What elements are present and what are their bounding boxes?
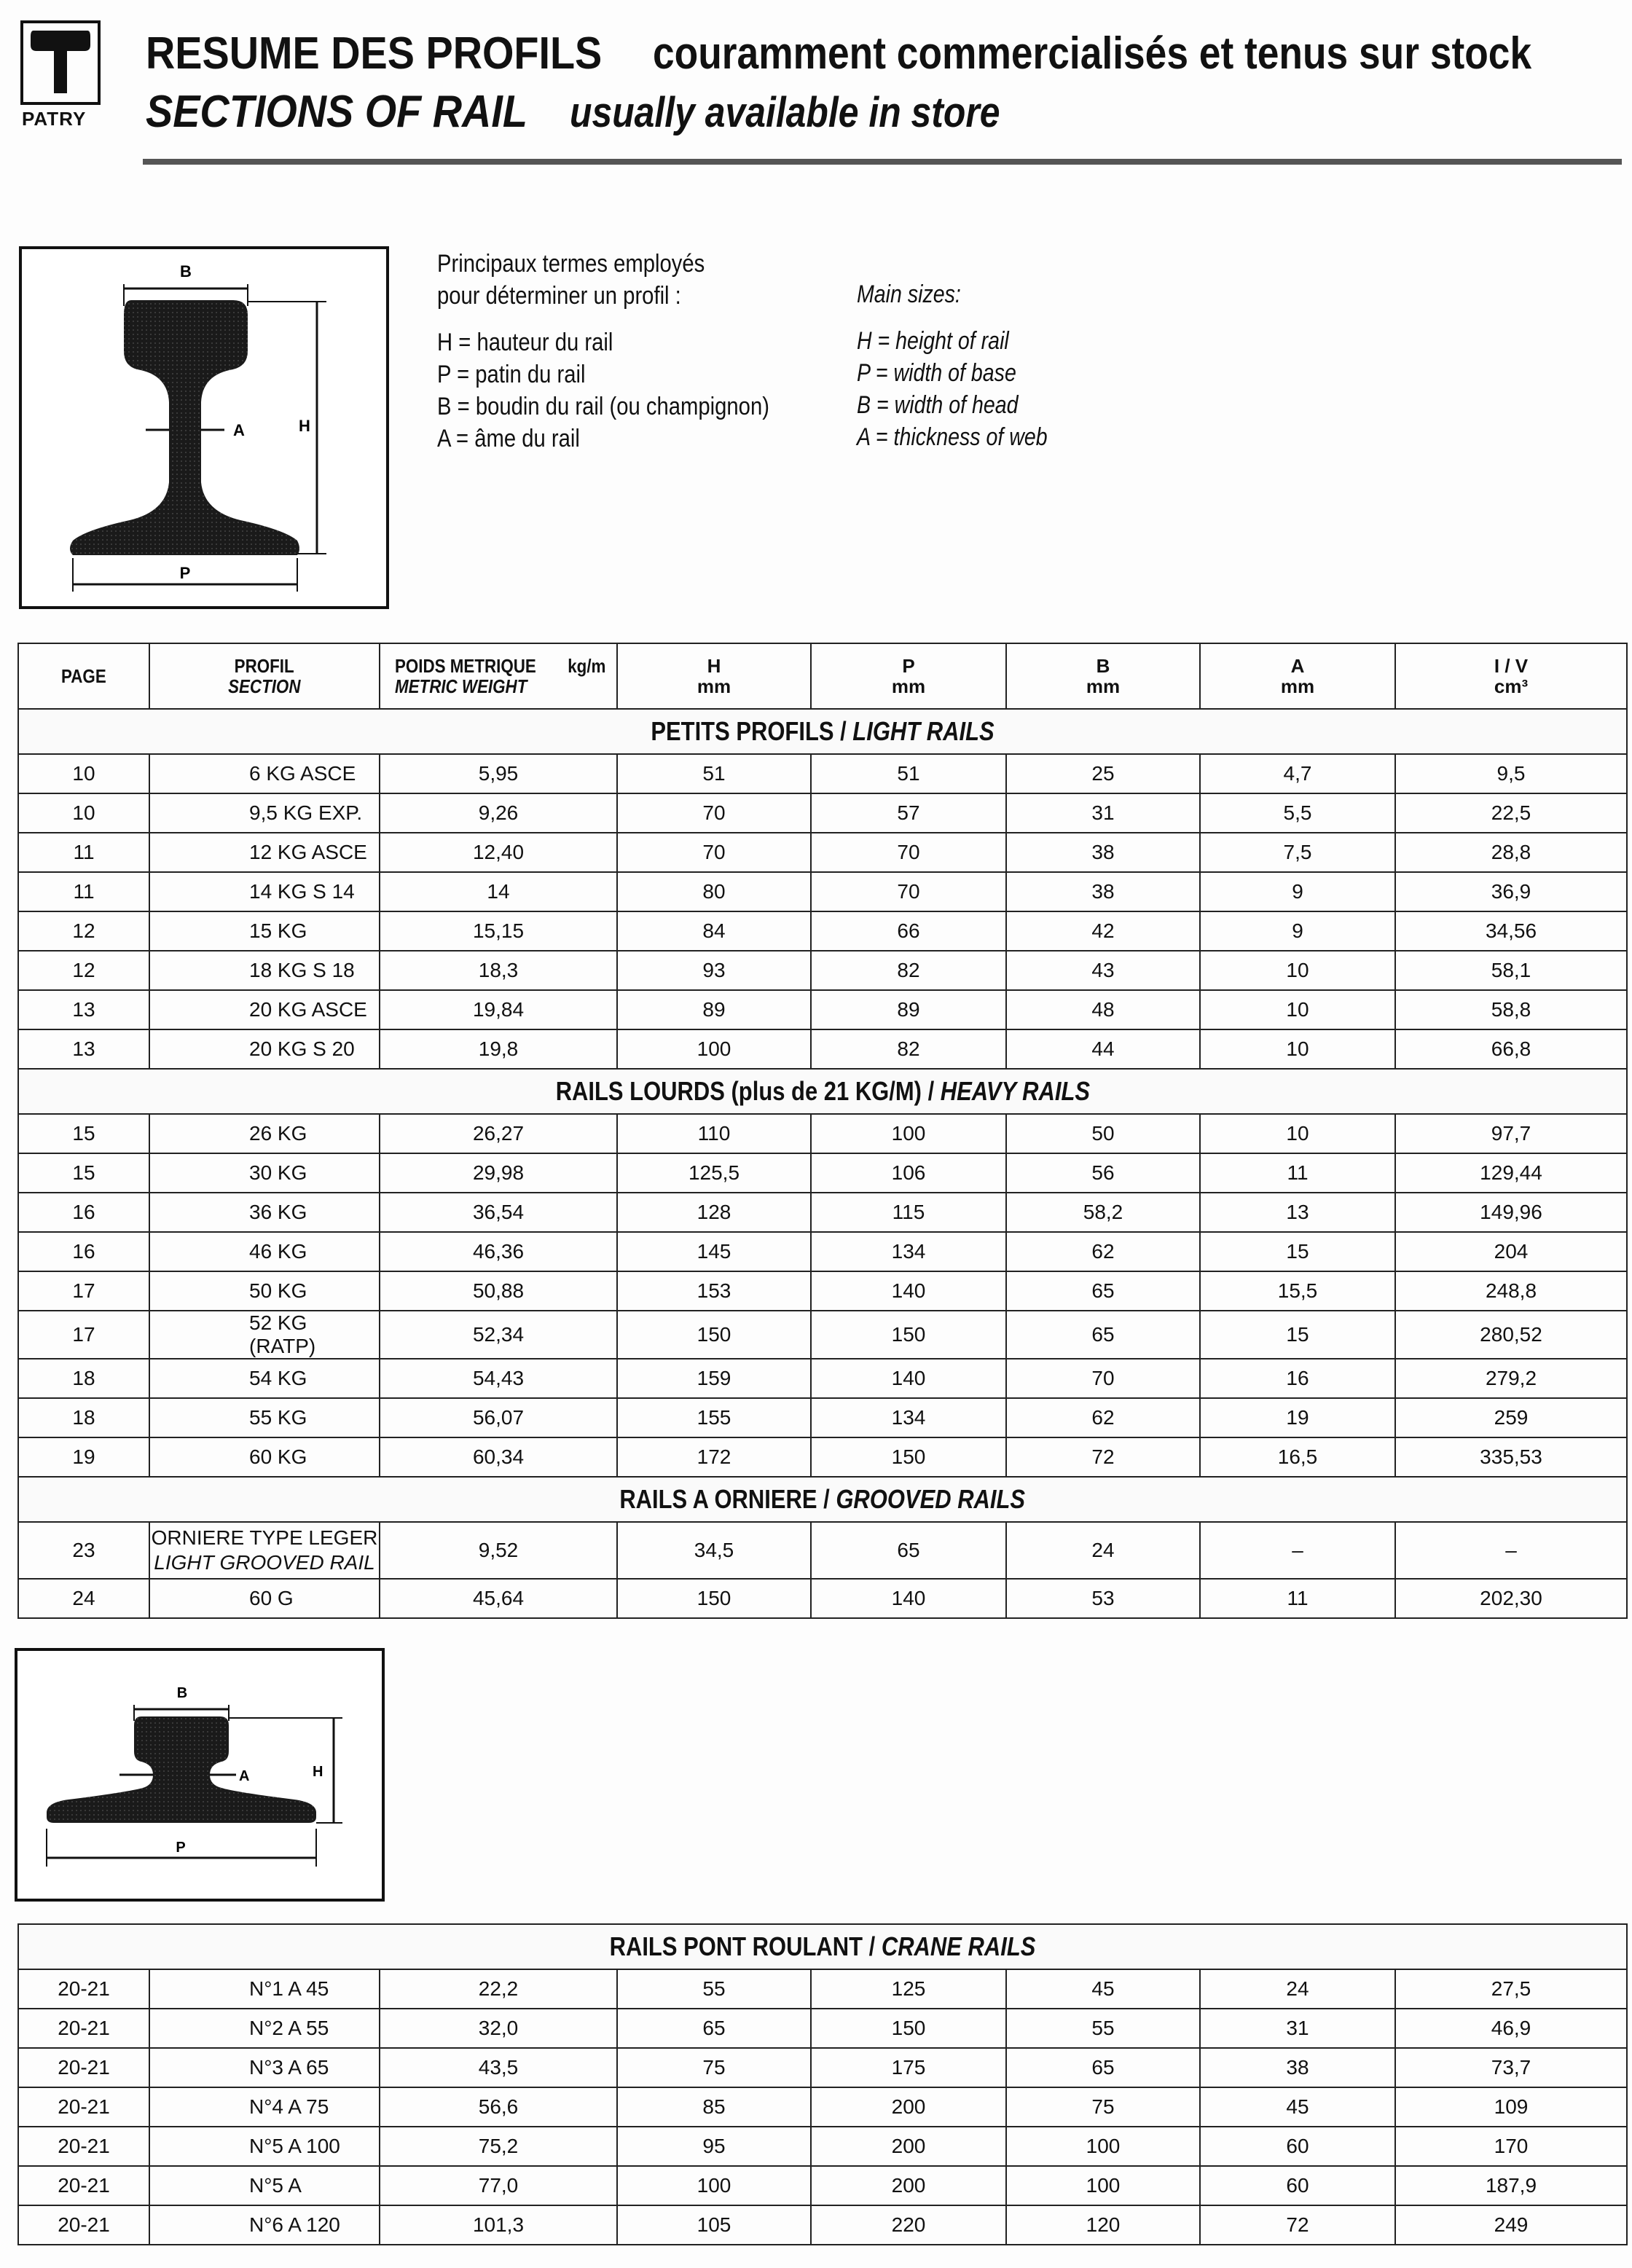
terms-en-intro: Main sizes: <box>857 280 961 308</box>
cell-a: 15 <box>1200 1232 1395 1271</box>
cell-h: 172 <box>617 1437 811 1477</box>
cell-b: 62 <box>1006 1232 1200 1271</box>
table-row <box>18 754 1627 793</box>
cell-page: 17 <box>18 1311 149 1359</box>
cell-profil: 14 KG S 14 <box>149 872 380 911</box>
cell-b: 65 <box>1006 1271 1200 1311</box>
table-header-row <box>18 643 1627 709</box>
cell-profil: N°5 A 100 <box>149 2127 380 2166</box>
cell-p: 106 <box>811 1153 1006 1193</box>
cell-weight: 77,0 <box>380 2166 617 2205</box>
cell-b: 24 <box>1006 1522 1200 1579</box>
cell-h: 110 <box>617 1114 811 1153</box>
cell-b: 100 <box>1006 2127 1200 2166</box>
cell-weight: 50,88 <box>380 1271 617 1311</box>
section-title-row <box>18 1477 1627 1522</box>
cell-a: 9 <box>1200 872 1395 911</box>
cell-h: 95 <box>617 2127 811 2166</box>
cell-page: 20-21 <box>18 2009 149 2048</box>
section-title <box>18 1924 1627 1969</box>
cell-profil: N°6 A 120 <box>149 2205 380 2245</box>
cell-iv: 248,8 <box>1395 1271 1627 1311</box>
cell-page: 10 <box>18 793 149 833</box>
crane-rail-diagram <box>17 1651 382 1899</box>
cell-page: 18 <box>18 1398 149 1437</box>
term-fr-a: A = âme du rail <box>437 425 580 452</box>
cell-a: 4,7 <box>1200 754 1395 793</box>
cell-b: 38 <box>1006 872 1200 911</box>
cell-p: 134 <box>811 1398 1006 1437</box>
cell-page: 20-21 <box>18 2205 149 2245</box>
cell-iv: 280,52 <box>1395 1311 1627 1359</box>
table-row <box>18 2127 1627 2166</box>
cell-h: 70 <box>617 793 811 833</box>
cell-page: 16 <box>18 1232 149 1271</box>
cell-profil: 15 KG <box>149 911 380 951</box>
title-en-bold: SECTIONS OF RAIL <box>146 87 527 137</box>
cell-b: 120 <box>1006 2205 1200 2245</box>
cell-iv: 279,2 <box>1395 1359 1627 1398</box>
cell-h: 100 <box>617 1029 811 1069</box>
cell-a: 38 <box>1200 2048 1395 2087</box>
cell-iv: 46,9 <box>1395 2009 1627 2048</box>
cell-iv: 58,1 <box>1395 951 1627 990</box>
cell-iv: 22,5 <box>1395 793 1627 833</box>
table-row <box>18 1398 1627 1437</box>
cell-page: 12 <box>18 911 149 951</box>
cell-h: 153 <box>617 1271 811 1311</box>
cell-a: 24 <box>1200 1969 1395 2009</box>
cell-weight: 54,43 <box>380 1359 617 1398</box>
table-row <box>18 872 1627 911</box>
cell-a: 11 <box>1200 1153 1395 1193</box>
cell-profil: 36 KG <box>149 1193 380 1232</box>
cell-iv: 9,5 <box>1395 754 1627 793</box>
cell-profil: 60 G <box>149 1579 380 1618</box>
cell-b: 75 <box>1006 2087 1200 2127</box>
table-row <box>18 990 1627 1029</box>
col-profil: PROFIL SECTION <box>149 643 380 709</box>
section-title-row <box>18 1069 1627 1114</box>
cell-h: 145 <box>617 1232 811 1271</box>
cell-a: 11 <box>1200 1579 1395 1618</box>
cell-a: 31 <box>1200 2009 1395 2048</box>
term-fr-b: B = boudin du rail (ou champignon) <box>437 393 769 420</box>
section-title-fr: RAILS A ORNIERE / <box>619 1484 836 1514</box>
cell-iv: 129,44 <box>1395 1153 1627 1193</box>
cell-profil: 30 KG <box>149 1153 380 1193</box>
table-row <box>18 1114 1627 1153</box>
cell-page: 15 <box>18 1153 149 1193</box>
page-title-en <box>146 86 1070 138</box>
table-row <box>18 793 1627 833</box>
cell-a: 13 <box>1200 1193 1395 1232</box>
section-title <box>18 1477 1627 1522</box>
cell-b: 55 <box>1006 2009 1200 2048</box>
cell-p: 65 <box>811 1522 1006 1579</box>
table-row <box>18 951 1627 990</box>
cell-h: 159 <box>617 1359 811 1398</box>
cell-page: 16 <box>18 1193 149 1232</box>
cell-profil: 46 KG <box>149 1232 380 1271</box>
table-row <box>18 1437 1627 1477</box>
cell-p: 150 <box>811 1437 1006 1477</box>
cell-h: 85 <box>617 2087 811 2127</box>
rail-profile-figure <box>19 246 389 609</box>
cell-weight: 60,34 <box>380 1437 617 1477</box>
cell-page: 13 <box>18 990 149 1029</box>
col-iv: I / V cm³ <box>1395 643 1627 709</box>
cell-p: 140 <box>811 1359 1006 1398</box>
cell-profil: N°2 A 55 <box>149 2009 380 2048</box>
cell-weight: 19,84 <box>380 990 617 1029</box>
cell-iv: 27,5 <box>1395 1969 1627 2009</box>
section-title-en: HEAVY RAILS <box>940 1076 1090 1106</box>
rail-sections-table <box>17 643 1628 1619</box>
cell-b: 65 <box>1006 2048 1200 2087</box>
col-weight: POIDS METRIQUE kg/m METRIC WEIGHT <box>380 643 617 709</box>
cell-h: 150 <box>617 1311 811 1359</box>
cell-profil: 6 KG ASCE <box>149 754 380 793</box>
crane-table-body <box>18 1924 1627 2245</box>
label-h: H <box>299 417 310 435</box>
terms-english <box>857 278 1048 453</box>
profil-en: LIGHT GROOVED RAIL <box>154 1551 375 1574</box>
title-fr-rest: couramment commercialisés et tenus sur stock <box>652 28 1531 79</box>
header-divider <box>143 159 1622 165</box>
cell-b: 42 <box>1006 911 1200 951</box>
cell-iv: 34,56 <box>1395 911 1627 951</box>
cell-page: 20-21 <box>18 2048 149 2087</box>
label-a: A <box>233 421 245 439</box>
cell-page: 19 <box>18 1437 149 1477</box>
cell-iv: 202,30 <box>1395 1579 1627 1618</box>
table-row <box>18 2087 1627 2127</box>
cell-p: 175 <box>811 2048 1006 2087</box>
cell-weight: 5,95 <box>380 754 617 793</box>
rail-profile-diagram <box>22 249 386 606</box>
cell-b: 50 <box>1006 1114 1200 1153</box>
cell-iv: 109 <box>1395 2087 1627 2127</box>
section-title-en: CRANE RAILS <box>881 1931 1036 1961</box>
cell-h: 51 <box>617 754 811 793</box>
cell-profil: 60 KG <box>149 1437 380 1477</box>
cell-p: 125 <box>811 1969 1006 2009</box>
cell-iv: 66,8 <box>1395 1029 1627 1069</box>
cell-weight: 101,3 <box>380 2205 617 2245</box>
cell-iv: 58,8 <box>1395 990 1627 1029</box>
label-p: P <box>179 564 191 582</box>
terms-fr-intro-2: pour déterminer un profil : <box>437 282 681 310</box>
cell-b: 25 <box>1006 754 1200 793</box>
cell-profil: 12 KG ASCE <box>149 833 380 872</box>
cell-iv: 259 <box>1395 1398 1627 1437</box>
cell-b: 58,2 <box>1006 1193 1200 1232</box>
cell-weight: 18,3 <box>380 951 617 990</box>
cell-profil: 18 KG S 18 <box>149 951 380 990</box>
cell-p: 150 <box>811 1311 1006 1359</box>
cell-weight: 9,52 <box>380 1522 617 1579</box>
cell-h: 100 <box>617 2166 811 2205</box>
cell-b: 62 <box>1006 1398 1200 1437</box>
cell-a: 72 <box>1200 2205 1395 2245</box>
section-title-en: LIGHT RAILS <box>852 716 994 746</box>
table-row <box>18 833 1627 872</box>
page-title-fr <box>146 28 1632 79</box>
cell-weight: 19,8 <box>380 1029 617 1069</box>
table-row <box>18 1969 1627 2009</box>
cell-a: 60 <box>1200 2127 1395 2166</box>
cell-profil: 20 KG ASCE <box>149 990 380 1029</box>
term-fr-p: P = patin du rail <box>437 361 586 388</box>
term-en-h: H = height of rail <box>857 327 1009 355</box>
cell-iv: 149,96 <box>1395 1193 1627 1232</box>
cell-p: 140 <box>811 1271 1006 1311</box>
cell-profil: 20 KG S 20 <box>149 1029 380 1069</box>
cell-h: 34,5 <box>617 1522 811 1579</box>
cell-page: 13 <box>18 1029 149 1069</box>
cell-b: 70 <box>1006 1359 1200 1398</box>
cell-a: 15,5 <box>1200 1271 1395 1311</box>
cell-profil: 9,5 KG EXP. <box>149 793 380 833</box>
cell-h: 125,5 <box>617 1153 811 1193</box>
cell-page: 23 <box>18 1522 149 1579</box>
cell-a: 16 <box>1200 1359 1395 1398</box>
cell-iv: 36,9 <box>1395 872 1627 911</box>
cell-b: 56 <box>1006 1153 1200 1193</box>
section-title-en: GROOVED RAILS <box>836 1484 1026 1514</box>
cell-a: 15 <box>1200 1311 1395 1359</box>
cell-page: 20-21 <box>18 2087 149 2127</box>
cell-b: 44 <box>1006 1029 1200 1069</box>
cell-p: 57 <box>811 793 1006 833</box>
section-title <box>18 1069 1627 1114</box>
cell-b: 45 <box>1006 1969 1200 2009</box>
cell-iv: 335,53 <box>1395 1437 1627 1477</box>
cell-weight: 15,15 <box>380 911 617 951</box>
table-row <box>18 1029 1627 1069</box>
cell-p: 200 <box>811 2087 1006 2127</box>
cell-h: 128 <box>617 1193 811 1232</box>
cell-profil: N°1 A 45 <box>149 1969 380 2009</box>
cell-weight: 56,6 <box>380 2087 617 2127</box>
cell-a: 5,5 <box>1200 793 1395 833</box>
cell-profil: 54 KG <box>149 1359 380 1398</box>
cell-p: 51 <box>811 754 1006 793</box>
cell-weight: 45,64 <box>380 1579 617 1618</box>
cell-weight: 32,0 <box>380 2009 617 2048</box>
crane-label-p: P <box>176 1840 186 1856</box>
cell-a: 45 <box>1200 2087 1395 2127</box>
cell-p: 220 <box>811 2205 1006 2245</box>
table-row <box>18 1193 1627 1232</box>
cell-profil: 55 KG <box>149 1398 380 1437</box>
cell-weight: 9,26 <box>380 793 617 833</box>
cell-p: 82 <box>811 1029 1006 1069</box>
cell-iv: 204 <box>1395 1232 1627 1271</box>
cell-h: 84 <box>617 911 811 951</box>
cell-b: 48 <box>1006 990 1200 1029</box>
cell-b: 53 <box>1006 1579 1200 1618</box>
cell-profil: N°3 A 65 <box>149 2048 380 2087</box>
cell-b: 100 <box>1006 2166 1200 2205</box>
table-row <box>18 1311 1627 1359</box>
crane-label-b: B <box>176 1685 188 1701</box>
cell-a: 7,5 <box>1200 833 1395 872</box>
cell-p: 66 <box>811 911 1006 951</box>
table-row <box>18 1153 1627 1193</box>
cell-p: 89 <box>811 990 1006 1029</box>
cell-p: 200 <box>811 2127 1006 2166</box>
cell-page: 20-21 <box>18 2127 149 2166</box>
title-en-rest: usually available in store <box>570 89 1000 136</box>
cell-a: 10 <box>1200 1029 1395 1069</box>
cell-page: 15 <box>18 1114 149 1153</box>
cell-a: 60 <box>1200 2166 1395 2205</box>
cell-a: 10 <box>1200 1114 1395 1153</box>
cell-weight: 36,54 <box>380 1193 617 1232</box>
table-row <box>18 1359 1627 1398</box>
table-row <box>18 1522 1627 1579</box>
cell-profil <box>149 1522 380 1579</box>
crane-label-h: H <box>313 1764 323 1780</box>
cell-profil: 26 KG <box>149 1114 380 1153</box>
cell-p: 200 <box>811 2166 1006 2205</box>
cell-b: 43 <box>1006 951 1200 990</box>
terms-fr-intro-1: Principaux termes employés <box>437 250 705 278</box>
table-row <box>18 1271 1627 1311</box>
cell-iv: 249 <box>1395 2205 1627 2245</box>
cell-iv: 170 <box>1395 2127 1627 2166</box>
cell-a: 16,5 <box>1200 1437 1395 1477</box>
cell-iv: 187,9 <box>1395 2166 1627 2205</box>
profil-fr: ORNIERE TYPE LEGER <box>151 1526 378 1549</box>
cell-profil: 50 KG <box>149 1271 380 1311</box>
cell-weight: 56,07 <box>380 1398 617 1437</box>
cell-weight: 12,40 <box>380 833 617 872</box>
table-row <box>18 1232 1627 1271</box>
cell-page: 11 <box>18 872 149 911</box>
cell-h: 89 <box>617 990 811 1029</box>
cell-h: 150 <box>617 1579 811 1618</box>
cell-h: 105 <box>617 2205 811 2245</box>
col-h: H mm <box>617 643 811 709</box>
cell-profil: 52 KG (RATP) <box>149 1311 380 1359</box>
cell-a: 10 <box>1200 990 1395 1029</box>
term-en-p: P = width of base <box>857 359 1016 387</box>
term-en-b: B = width of head <box>857 391 1019 419</box>
cell-weight: 26,27 <box>380 1114 617 1153</box>
section-title <box>18 709 1627 754</box>
cell-b: 65 <box>1006 1311 1200 1359</box>
table-row <box>18 1579 1627 1618</box>
cell-profil: N°4 A 75 <box>149 2087 380 2127</box>
table-row <box>18 2205 1627 2245</box>
table-row <box>18 911 1627 951</box>
section-title-row <box>18 709 1627 754</box>
cell-weight: 43,5 <box>380 2048 617 2087</box>
logo-label: PATRY <box>22 108 87 130</box>
cell-p: 134 <box>811 1232 1006 1271</box>
cell-page: 20-21 <box>18 1969 149 2009</box>
cell-p: 100 <box>811 1114 1006 1153</box>
crane-label-a: A <box>239 1768 250 1784</box>
cell-b: 38 <box>1006 833 1200 872</box>
cell-weight: 14 <box>380 872 617 911</box>
section-title-row <box>18 1924 1627 1969</box>
cell-p: 115 <box>811 1193 1006 1232</box>
col-b: B mm <box>1006 643 1200 709</box>
cell-page: 18 <box>18 1359 149 1398</box>
cell-p: 70 <box>811 833 1006 872</box>
cell-weight: 29,98 <box>380 1153 617 1193</box>
cell-weight: 75,2 <box>380 2127 617 2166</box>
term-en-a: A = thickness of web <box>857 423 1048 451</box>
table-body <box>18 709 1627 1618</box>
cell-iv: 73,7 <box>1395 2048 1627 2087</box>
section-title-fr: PETITS PROFILS / <box>651 716 853 746</box>
cell-iv: 97,7 <box>1395 1114 1627 1153</box>
col-a: A mm <box>1200 643 1395 709</box>
section-title-fr: RAILS LOURDS (plus de 21 KG/M) / <box>555 1076 941 1106</box>
cell-a: 10 <box>1200 951 1395 990</box>
cell-p: 140 <box>811 1579 1006 1618</box>
term-fr-h: H = hauteur du rail <box>437 329 613 356</box>
cell-page: 24 <box>18 1579 149 1618</box>
cell-a: – <box>1200 1522 1395 1579</box>
cell-b: 72 <box>1006 1437 1200 1477</box>
cell-h: 75 <box>617 2048 811 2087</box>
cell-page: 17 <box>18 1271 149 1311</box>
col-p: P mm <box>811 643 1006 709</box>
cell-h: 93 <box>617 951 811 990</box>
cell-weight: 46,36 <box>380 1232 617 1271</box>
title-fr-bold: RESUME DES PROFILS <box>146 28 603 79</box>
cell-page: 20-21 <box>18 2166 149 2205</box>
table-row <box>18 2009 1627 2048</box>
cell-h: 65 <box>617 2009 811 2048</box>
cell-h: 80 <box>617 872 811 911</box>
section-title-fr: RAILS PONT ROULANT / <box>609 1931 882 1961</box>
cell-weight: 22,2 <box>380 1969 617 2009</box>
cell-a: 19 <box>1200 1398 1395 1437</box>
cell-page: 10 <box>18 754 149 793</box>
crane-rail-figure <box>15 1648 385 1902</box>
cell-weight: 52,34 <box>380 1311 617 1359</box>
cell-iv: – <box>1395 1522 1627 1579</box>
cell-h: 155 <box>617 1398 811 1437</box>
cell-page: 12 <box>18 951 149 990</box>
table-row <box>18 2048 1627 2087</box>
cell-iv: 28,8 <box>1395 833 1627 872</box>
cell-profil: N°5 A <box>149 2166 380 2205</box>
terms-french <box>437 248 769 455</box>
label-b: B <box>180 262 192 280</box>
col-page: PAGE <box>18 643 149 709</box>
cell-h: 55 <box>617 1969 811 2009</box>
cell-p: 70 <box>811 872 1006 911</box>
cell-b: 31 <box>1006 793 1200 833</box>
cell-h: 70 <box>617 833 811 872</box>
cell-a: 9 <box>1200 911 1395 951</box>
cell-page: 11 <box>18 833 149 872</box>
cell-p: 82 <box>811 951 1006 990</box>
table-row <box>18 2166 1627 2205</box>
crane-rails-table <box>17 1923 1628 2245</box>
cell-p: 150 <box>811 2009 1006 2048</box>
